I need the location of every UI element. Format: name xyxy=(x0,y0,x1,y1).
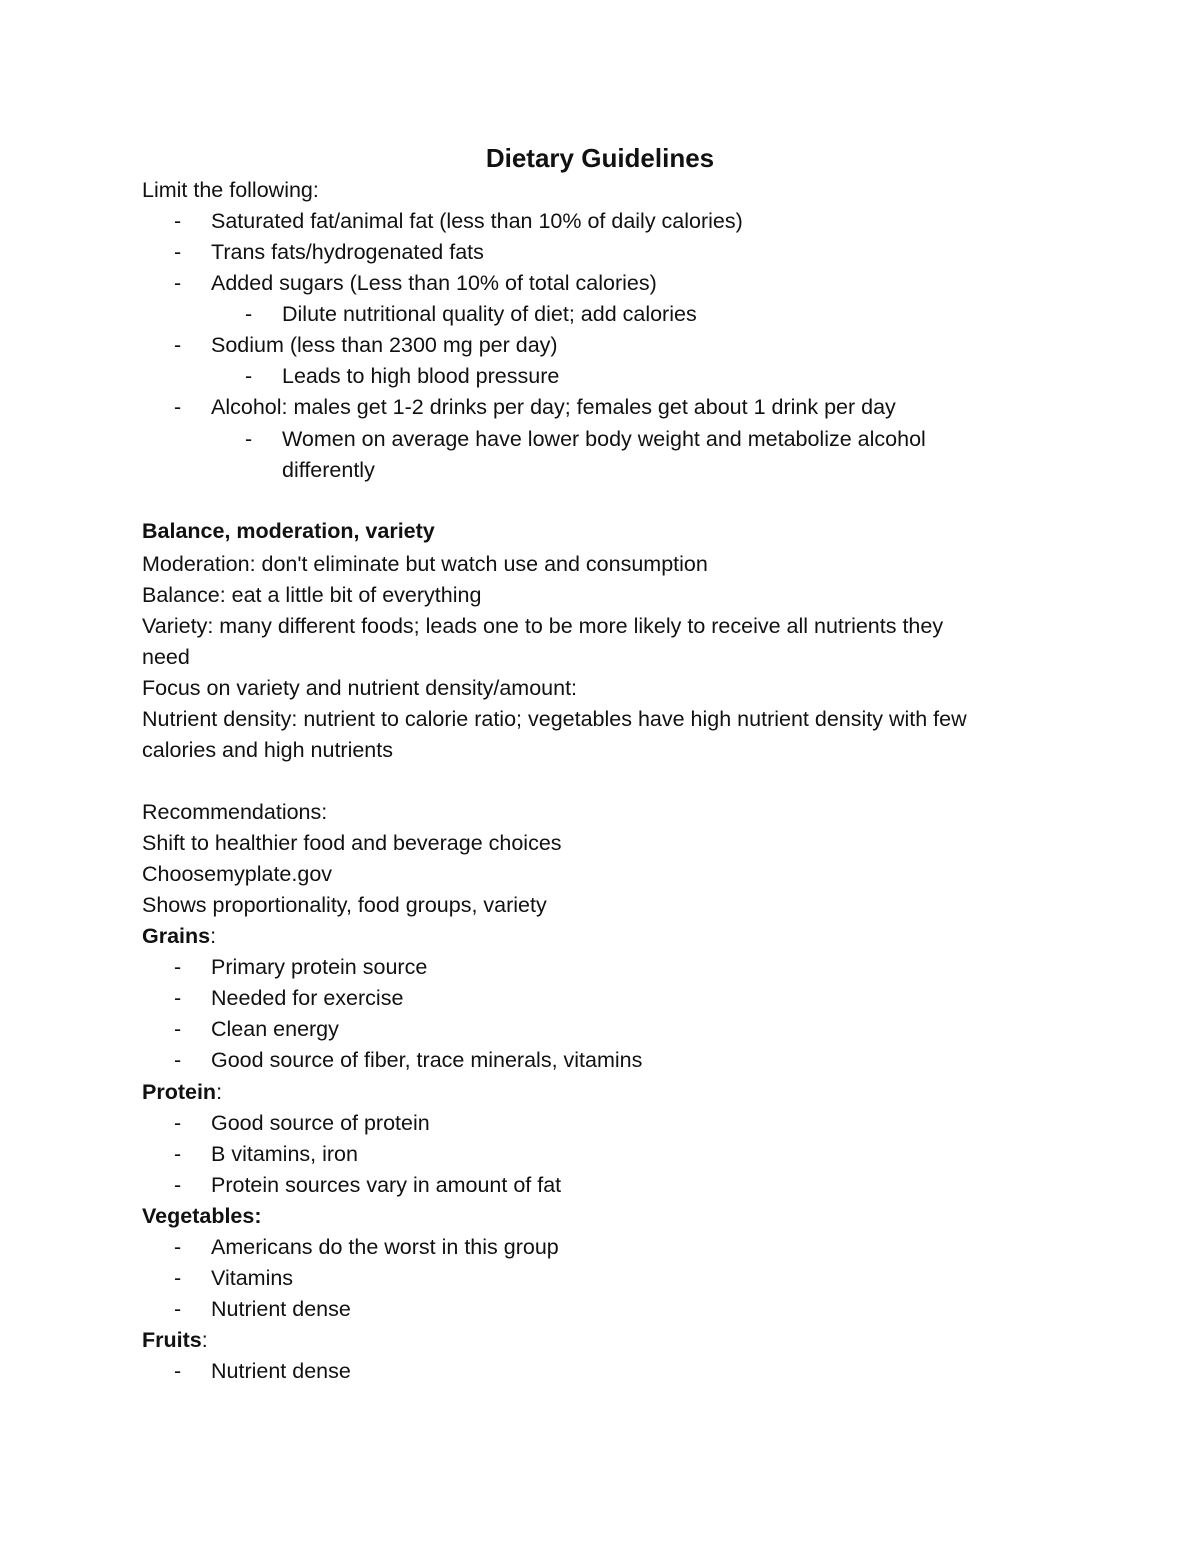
paragraph-line: calories and high nutrients xyxy=(142,738,393,762)
bullet-dash: - xyxy=(174,1173,182,1197)
bullet-dash: - xyxy=(245,364,253,388)
bullet-dash: - xyxy=(174,1235,182,1259)
bullet-dash: - xyxy=(245,427,253,451)
bullet-dash: - xyxy=(174,1142,182,1166)
bullet-dash: - xyxy=(174,955,182,979)
list-item: Good source of protein xyxy=(211,1111,430,1135)
bullet-dash: - xyxy=(174,1048,182,1072)
list-item: Americans do the worst in this group xyxy=(211,1235,559,1259)
list-item: Clean energy xyxy=(211,1017,339,1041)
list-item: Saturated fat/animal fat (less than 10% of daily calories) xyxy=(211,209,743,233)
group-label-colon: : xyxy=(201,1328,208,1352)
group-label: Fruits xyxy=(142,1328,202,1352)
list-item: B vitamins, iron xyxy=(211,1142,358,1166)
bullet-dash: - xyxy=(174,1017,182,1041)
bullet-dash: - xyxy=(174,240,182,264)
bullet-dash: - xyxy=(174,986,182,1010)
paragraph-line: Moderation: don't eliminate but watch use and consumption xyxy=(142,552,708,576)
bullet-dash: - xyxy=(174,1266,182,1290)
group-heading-grains xyxy=(142,921,216,952)
paragraph-line: need xyxy=(142,645,190,669)
sub-list-item: Women on average have lower body weight and metabolize alcohol xyxy=(282,427,926,451)
list-item: Alcohol: males get 1-2 drinks per day; females get about 1 drink per day xyxy=(211,395,896,419)
group-label-colon: : xyxy=(210,924,217,948)
list-item: Sodium (less than 2300 mg per day) xyxy=(211,333,558,357)
paragraph-line: Shows proportionality, food groups, variety xyxy=(142,893,547,917)
sub-list-item-continuation: differently xyxy=(282,458,375,482)
bullet-dash: - xyxy=(174,209,182,233)
bullet-dash: - xyxy=(174,333,182,357)
limit-intro: Limit the following: xyxy=(142,178,319,202)
document-title: Dietary Guidelines xyxy=(485,143,715,173)
list-item: Primary protein source xyxy=(211,955,428,979)
sub-list-item: Leads to high blood pressure xyxy=(282,364,560,388)
list-item: Needed for exercise xyxy=(211,986,404,1010)
bullet-dash: - xyxy=(245,302,253,326)
list-item: Trans fats/hydrogenated fats xyxy=(211,240,484,264)
paragraph-line: Nutrient density: nutrient to calorie ratio; vegetables have high nutrient density with few xyxy=(142,707,967,731)
bullet-dash: - xyxy=(174,271,182,295)
list-item: Added sugars (Less than 10% of total calories) xyxy=(211,271,657,295)
sub-list-item: Dilute nutritional quality of diet; add calories xyxy=(282,302,697,326)
list-item: Vitamins xyxy=(211,1266,294,1290)
group-label: Grains xyxy=(142,924,211,948)
recommendations-heading: Recommendations: xyxy=(142,800,328,824)
group-label: Protein xyxy=(142,1080,217,1104)
group-heading-protein xyxy=(142,1077,222,1108)
bullet-dash: - xyxy=(174,1111,182,1135)
paragraph-line: Balance: eat a little bit of everything xyxy=(142,583,482,607)
bullet-dash: - xyxy=(174,1359,182,1383)
paragraph-line: Choosemyplate.gov xyxy=(142,862,333,886)
balance-heading: Balance, moderation, variety xyxy=(142,519,435,543)
list-item: Good source of fiber, trace minerals, vitamins xyxy=(211,1048,643,1072)
paragraph-line: Focus on variety and nutrient density/amount: xyxy=(142,676,578,700)
list-item: Nutrient dense xyxy=(211,1359,351,1383)
paragraph-line: Shift to healthier food and beverage choices xyxy=(142,831,562,855)
group-label-colon: : xyxy=(216,1080,223,1104)
bullet-dash: - xyxy=(174,395,182,419)
list-item: Protein sources vary in amount of fat xyxy=(211,1173,562,1197)
paragraph-line: Variety: many different foods; leads one to be more likely to receive all nutrients they xyxy=(142,614,944,638)
list-item: Nutrient dense xyxy=(211,1297,351,1321)
group-heading-fruits xyxy=(142,1325,208,1356)
bullet-dash: - xyxy=(174,1297,182,1321)
group-heading-vegetables: Vegetables: xyxy=(142,1204,262,1228)
